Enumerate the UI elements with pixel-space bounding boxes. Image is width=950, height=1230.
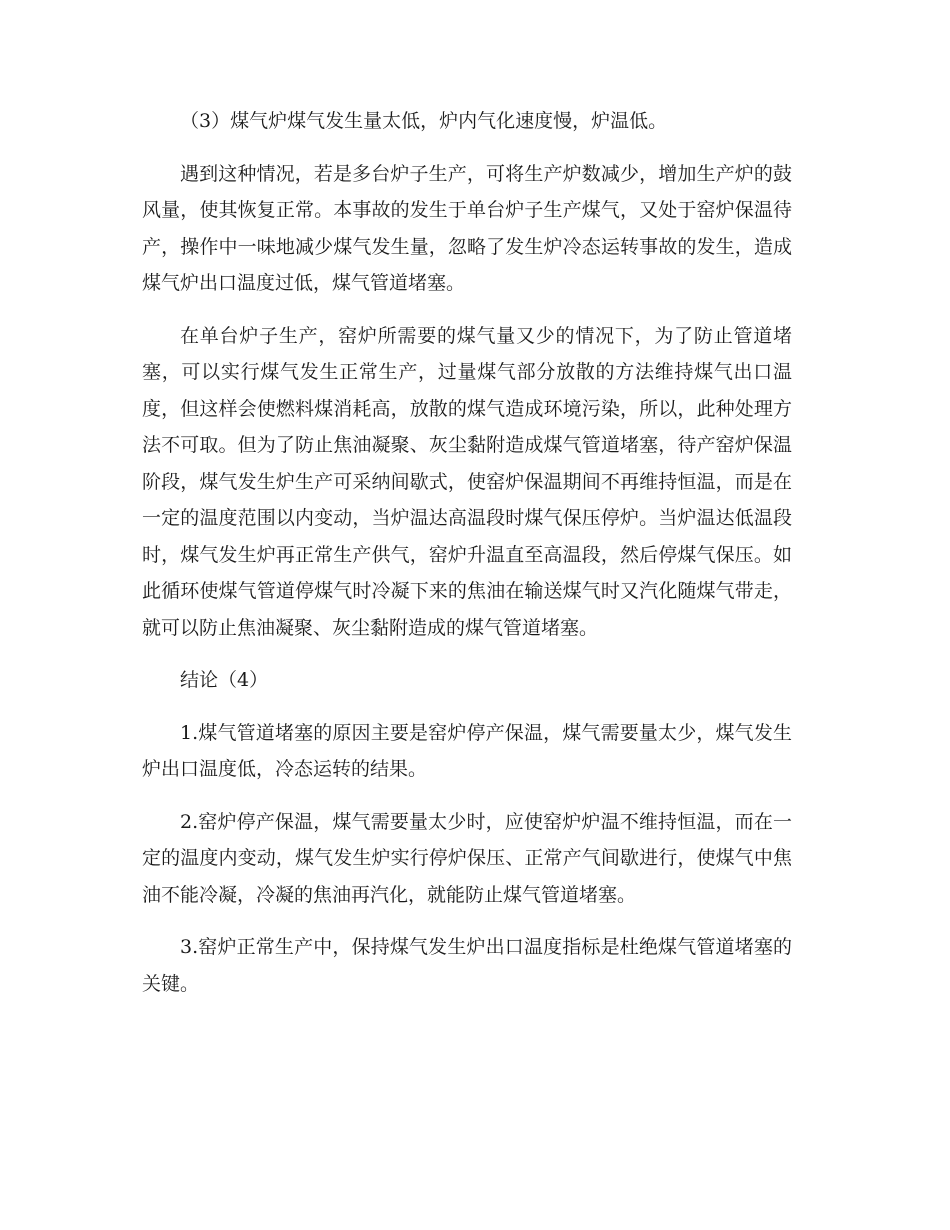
- conclusion-item-2: 2.窑炉停产保温，煤气需要量太少时，应使窑炉炉温不维持恒温，而在一定的温度内变动，煤气发生炉实行停炉保压、正常产气间歇进行，使煤气中焦油不能冷凝，冷凝的焦油再汽化，就能防止煤气管道堵塞。: [142, 810, 792, 906]
- conclusion-item-3: 3.窑炉正常生产中，保持煤气发生炉出口温度指标是杜绝煤气管道堵塞的关键。: [142, 936, 792, 995]
- paragraph-prevention: 在单台炉子生产，窑炉所需要的煤气量又少的情况下，为了防止管道堵塞，可以实行煤气发生正常生产，过量煤气部分放散的方法维持煤气出口温度，但这样会使燃料煤消耗高，放散的煤气造成环境污染，所以，此种处理方法不可取。但为了防止焦油凝聚、灰尘黏附造成煤气管道堵塞，待产窑炉保温阶段，煤气发生炉生产可采纳间歇式，使窑炉保温期间不再维持恒温，而是在一定的温度范围以内变动，当炉温达高温段时煤气保压停炉。当炉温达低温段时，煤气发生炉再正常生产供气，窑炉升温直至高温段，然后停煤气保压。如此循环使煤气管道停煤气时冷凝下来的焦油在输送煤气时又汽化随煤气带走，就可以防止焦油凝聚、灰尘黏附造成的煤气管道堵塞。: [142, 324, 792, 639]
- section-heading-conclusion: 结论（4）: [180, 669, 269, 691]
- conclusion-item-1: 1.煤气管道堵塞的原因主要是窑炉停产保温，煤气需要量太少，煤气发生炉出口温度低，冷态运转的结果。: [142, 721, 792, 780]
- document-body: [142, 103, 792, 1018]
- paragraph-handling: 遇到这种情况，若是多台炉子生产，可将生产炉数减少，增加生产炉的鼓风量，使其恢复正常。本事故的发生于单台炉子生产煤气，又处于窑炉保温待产，操作中一味地减少煤气发生量，忽略了发生炉冷态运转事故的发生，造成煤气炉出口温度过低，煤气管道堵塞。: [142, 162, 792, 294]
- paragraph-cause-3: （3）煤气炉煤气发生量太低，炉内气化速度慢，炉温低。: [180, 110, 668, 132]
